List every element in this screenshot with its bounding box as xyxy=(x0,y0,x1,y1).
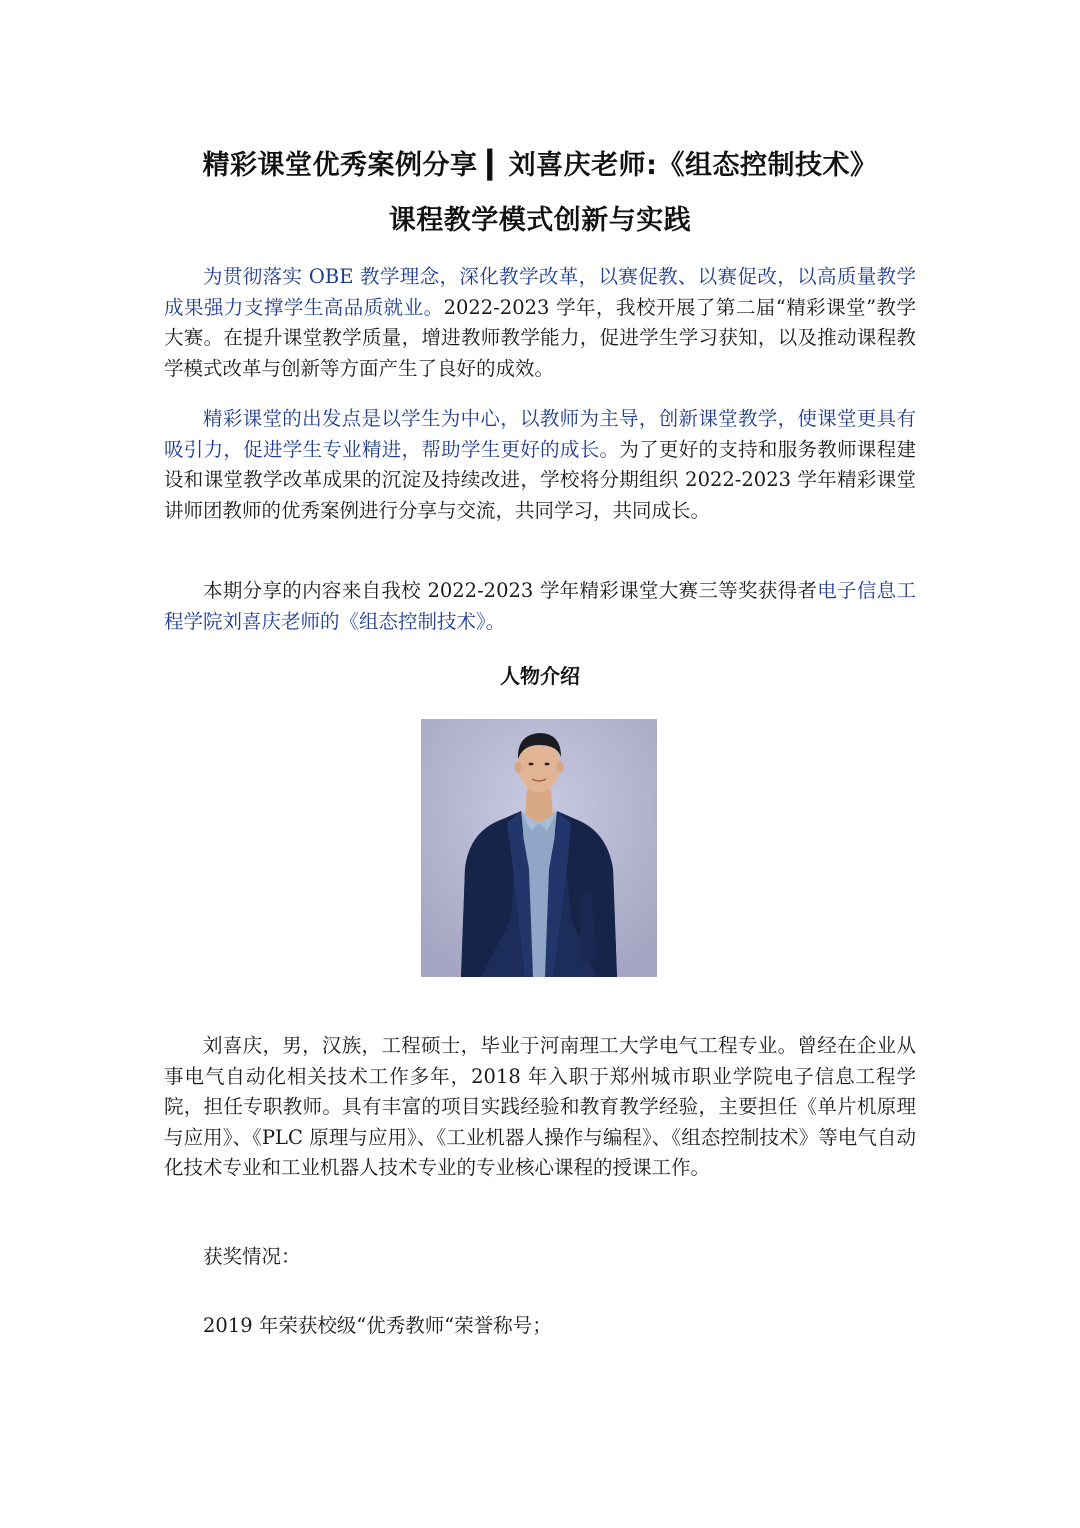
intro-text: 2022-2023 学年，我校开展了第二届“精彩课堂”教学大赛。在提升课堂教学质量，增进教师教学能力，促进学生学习获知，以及推动课程教学模式改革与创新等方面产生了良好的成效。 xyxy=(164,295,916,380)
section-title-profile: 人物介绍 xyxy=(500,664,580,688)
issue-text: 本期分享的内容来自我校 2022-2023 学年精彩课堂大赛三等奖获得者 xyxy=(203,579,818,602)
issue-paragraph xyxy=(164,576,916,637)
teacher-portrait-photo xyxy=(421,719,657,977)
purpose-text: 为了更好的支持和服务教师课程建设和课堂教学改革成果的沉淀及持续改进，学校将分期组织 2022-2023 学年精彩课堂讲师团教师的优秀案例进行分享与交流，共同学习，共同成长。 xyxy=(164,437,916,522)
teacher-bio-paragraph: 刘喜庆，男，汉族，工程硕士，毕业于河南理工大学电气工程专业。曾经在企业从事电气自动化相关技术工作多年，2018 年入职于郑州城市职业学院电子信息工程学院，担任专职教师。具有丰富的项目实践经验和教育教学经验，主要担任《单片机原理与应用》、《PLC 原理与应用》、《工业机器人操作与编程》、《组态控制技术》等电气自动化技术专业和工业机器人技术专业的专业核心课程的授课工作。 xyxy=(164,1034,916,1179)
portrait-illustration xyxy=(421,719,657,977)
article-title-line-1: 精彩课堂优秀案例分享 ▎刘喜庆老师:《组态控制技术》 xyxy=(202,150,878,181)
award-item: 2019 年荣获校级“优秀教师“荣誉称号； xyxy=(203,1314,552,1337)
issue-highlight: 电子信息工程学院刘喜庆老师的《组态控制技术》。 xyxy=(164,579,916,633)
article-title-line-2: 课程教学模式创新与实践 xyxy=(388,205,692,236)
purpose-paragraph xyxy=(164,404,916,526)
intro-highlight: 为贯彻落实 OBE 教学理念，深化教学改革，以赛促教、以赛促改，以高质量教学成果强力支撑学生高品质就业。 xyxy=(164,265,916,319)
awards-heading: 获奖情况： xyxy=(203,1245,301,1268)
purpose-highlight: 精彩课堂的出发点是以学生为中心，以教师为主导，创新课堂教学，使课堂更具有吸引力，促进学生专业精进，帮助学生更好的成长。 xyxy=(164,407,916,461)
intro-paragraph xyxy=(164,262,916,384)
